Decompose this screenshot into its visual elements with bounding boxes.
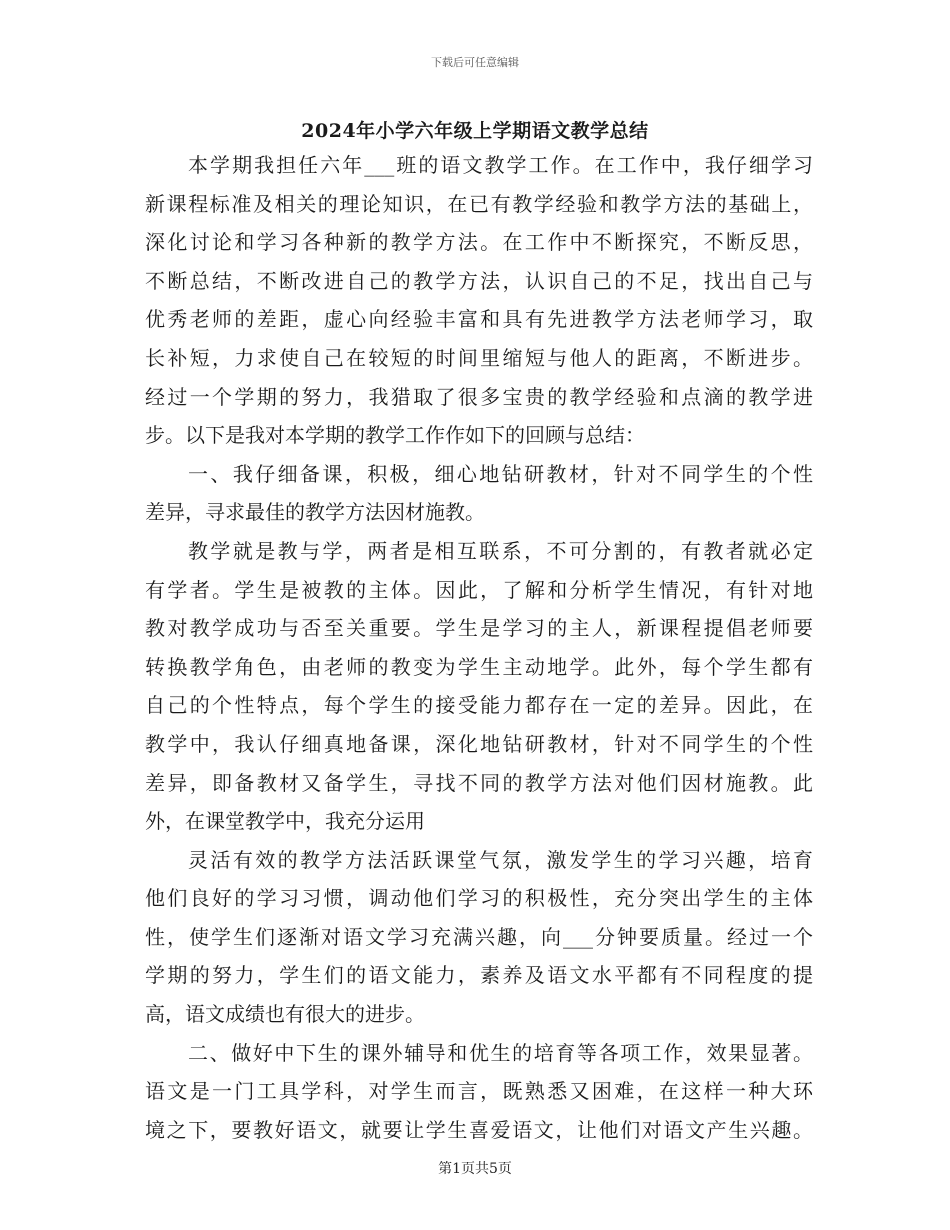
text-line: 步。以下是我对本学期的教学工作作如下的回顾与总结：: [145, 423, 645, 448]
text-line: 差异，即备教材又备学生，寻找不同的教学方法对他们因材施教。此: [145, 770, 813, 795]
page-number-footer: 第1页共5页: [438, 1161, 512, 1177]
text-line: 经过一个学期的努力，我猎取了很多宝贵的教学经验和点滴的教学进: [145, 384, 813, 409]
text-line: 灵活有效的教学方法活跃课堂气氛，激发学生的学习兴趣，培育: [188, 847, 813, 872]
text-line: 外，在课堂教学中，我充分运用: [145, 809, 425, 834]
text-line: 有学者。学生是被教的主体。因此，了解和分析学生情况，有针对地: [145, 577, 813, 602]
text-line: 学期的努力，学生们的语文能力，素养及语文水平都有不同程度的提: [145, 963, 813, 988]
text-line: 不断总结，不断改进自己的教学方法，认识自己的不足，找出自己与: [145, 268, 813, 293]
text-line: 自己的个性特点，每个学生的接受能力都存在一定的差异。因此，在: [145, 693, 813, 718]
document-body: [145, 146, 813, 1149]
text-line: 转换教学角色，由老师的教变为学生主动地学。此外，每个学生都有: [145, 654, 813, 679]
text-line: 本学期我担任六年___班的语文教学工作。在工作中，我仔细学习: [188, 153, 813, 177]
text-line: 新课程标准及相关的理论知识，在已有教学经验和教学方法的基础上，: [145, 191, 813, 216]
text-line: 教对教学成功与否至关重要。学生是学习的主人，新课程提倡老师要: [145, 616, 813, 641]
text-line: 差异，寻求最佳的教学方法因材施教。: [145, 500, 485, 525]
text-line: 深化讨论和学习各种新的教学方法。在工作中不断探究，不断反思，: [145, 230, 813, 255]
header-note: 下载后可任意编辑: [431, 56, 519, 69]
text-line: 语文是一门工具学科，对学生而言，既熟悉又困难，在这样一种大环: [145, 1079, 813, 1104]
text-line: 他们良好的学习习惯，调动他们学习的积极性，充分突出学生的主体: [145, 886, 813, 911]
text-line: 长补短，力求使自己在较短的时间里缩短与他人的距离，不断进步。: [145, 345, 813, 370]
text-line: 二、做好中下生的课外辅导和优生的培育等各项工作，效果显著。: [188, 1040, 813, 1065]
text-line: 性，使学生们逐渐对语文学习充满兴趣，向___分钟要质量。经过一个: [145, 924, 813, 949]
text-line: 教学中，我认仔细真地备课，深化地钻研教材，针对不同学生的个性: [145, 731, 813, 756]
text-line: 优秀老师的差距，虚心向经验丰富和具有先进教学方法老师学习，取: [145, 307, 813, 332]
text-line: 一、我仔细备课，积极，细心地钻研教材，针对不同学生的个性: [188, 461, 813, 486]
document-title: 2024年小学六年级上学期语文教学总结: [301, 120, 649, 142]
text-line: 教学就是教与学，两者是相互联系，不可分割的，有教者就必定: [188, 538, 813, 563]
text-line: 境之下，要教好语文，就要让学生喜爱语文，让他们对语文产生兴趣。: [145, 1117, 813, 1142]
text-line: 高，语文成绩也有很大的进步。: [145, 1002, 425, 1027]
